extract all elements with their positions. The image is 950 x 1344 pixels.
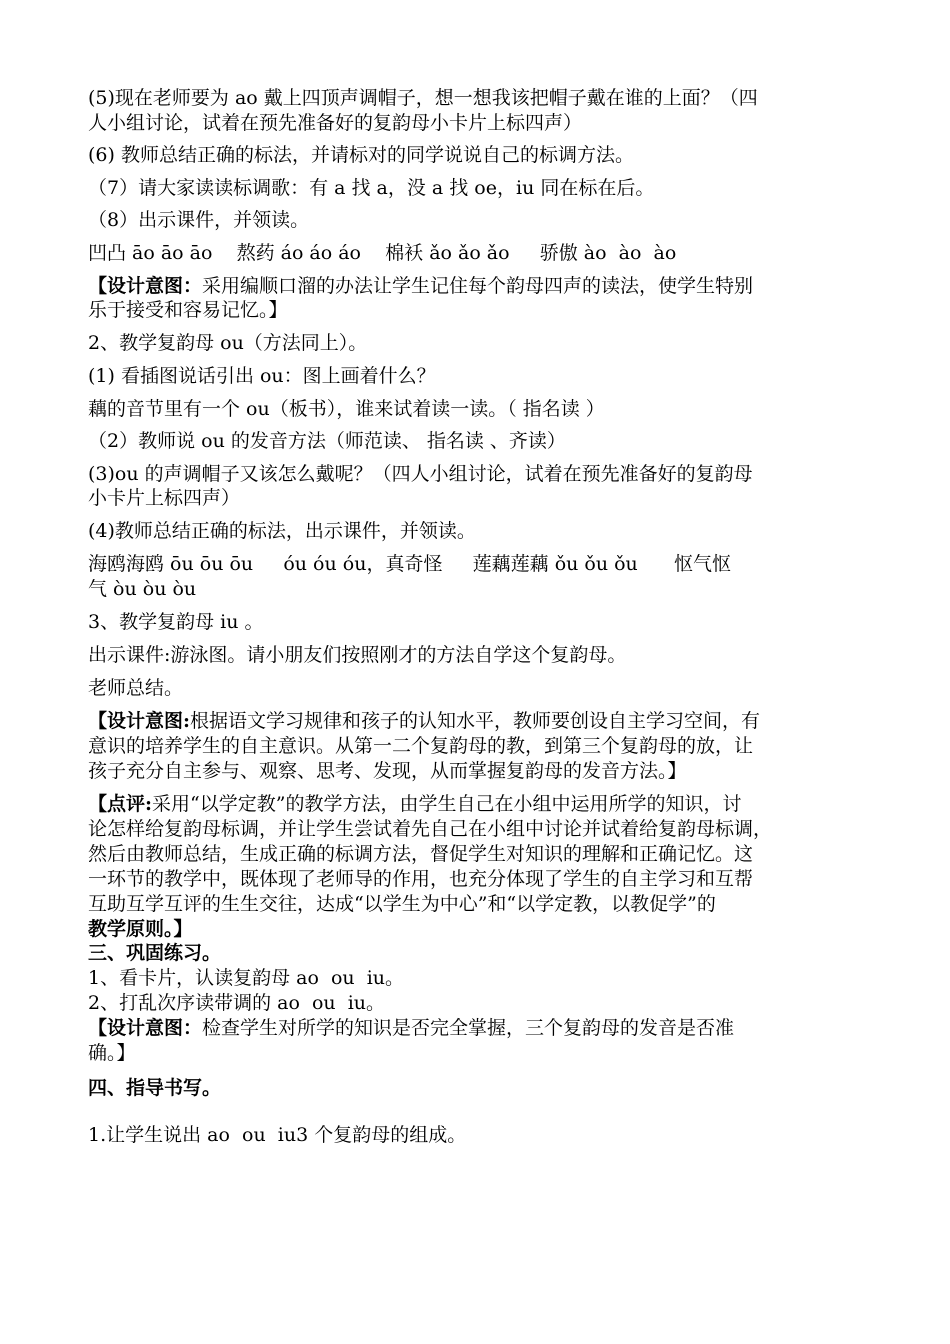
design-intent-paragraph: 【设计意图：检查学生对所学的知识是否完全掌握，三个复韵母的发音是否准 [88,1017,735,1039]
design-intent-label: 【设计意图: [88,710,191,732]
text-line: 出示课件:游泳图。请小朋友们按照刚才的方法自学这个复韵母。 [88,644,627,666]
text-line: (5)现在老师要为 ao 戴上四顶声调帽子，想一想我该把帽子戴在谁的上面？（四 [88,87,758,109]
text-line: 然后由教师总结，生成正确的标调方法，督促学生对知识的理解和正确记忆。这 [88,843,754,865]
text-line: 1、看卡片，认读复韵母 ao ou iu。 [88,967,405,989]
design-intent-label: 【设计意图： [88,1017,203,1039]
text-line: 小卡片上标四声） [88,487,241,509]
text-line: 一环节的教学中，既体现了老师导的作用，也充分体现了学生的自主学习和互帮 [88,868,754,890]
text-line: 乐于接受和容易记忆。】 [88,299,288,321]
design-intent-paragraph: 【设计意图：采用编顺口溜的办法让学生记住每个韵母四声的读法，使学生特别 [88,275,754,297]
text-line: （8）出示课件，并领读。 [88,209,310,231]
text-line: 孩子充分自主参与、观察、思考、发现，从而掌握复韵母的发音方法。】 [88,760,687,782]
text-line: 1.让学生说出 ao ou iu3 个复韵母的组成。 [88,1124,467,1146]
pinyin-practice-line: 气 òu òu òu [88,578,197,600]
section-heading: 三、巩固练习。 [88,942,222,964]
text-line: （7）请大家读读标调歌：有 a 找 a，没 a 找 oe，iu 同在标在后。 [88,177,655,199]
text-line: 互助互学互评的生生交往，达成“以学生为中心”和“以学定教，以教促学”的 [88,893,716,915]
pinyin-practice-line: 海鸥海鸥 ōu ōu ōu óu óu óu，真奇怪 莲藕莲藕 ǒu ǒu ǒu 怄气怄 [88,553,732,575]
text-line: 论怎样给复韵母标调，并让学生尝试着先自己在小组中讨论并试着给复韵母标调， [88,818,773,840]
design-intent-paragraph: 【设计意图:根据语文学习规律和孩子的认知水平，教师要创设自主学习空间，有 [88,710,761,732]
section-heading: 四、指导书写。 [88,1077,222,1099]
text-line: (4)教师总结正确的标法，出示课件，并领读。 [88,520,476,542]
design-intent-label: 【设计意图： [88,275,203,297]
section-heading: 2、教学复韵母 ou（方法同上）。 [88,332,368,354]
text-line: 意识的培养学生的自主意识。从第一二个复韵母的教，到第三个复韵母的放，让 [88,735,754,757]
comment-paragraph: 【点评:采用“以学定教”的教学方法，由学生自己在小组中运用所学的知识，讨 [88,793,742,815]
text-line: 老师总结。 [88,677,184,699]
text-line: （2）教师说 ou 的发音方法（师范读、 指名读 、齐读） [88,430,566,452]
comment-label: 【点评: [88,793,153,815]
text-line: (3)ou 的声调帽子又该怎么戴呢？（四人小组讨论，试着在预先准备好的复韵母 [88,463,753,485]
text-line: 2、打乱次序读带调的 ao ou iu。 [88,992,386,1014]
text-line: (6) 教师总结正确的标法，并请标对的同学说说自己的标调方法。 [88,144,634,166]
text-line: 确。】 [88,1042,136,1064]
pinyin-practice-line: 凹凸 āo āo āo 熬药 áo áo áo 棉袄 ǎo ǎo ǎo 骄傲 ào ào ào [88,242,677,264]
section-heading: 3、教学复韵母 iu 。 [88,611,264,633]
text-line: (1) 看插图说话引出 ou：图上画着什么？ [88,365,436,387]
text-line: 人小组讨论，试着在预先准备好的复韵母小卡片上标四声） [88,112,583,134]
text-line: 藕的音节里有一个 ou（板书），谁来试着读一读。（ 指名读 ） [88,398,605,420]
text-line: 教学原则。】 [88,918,193,940]
